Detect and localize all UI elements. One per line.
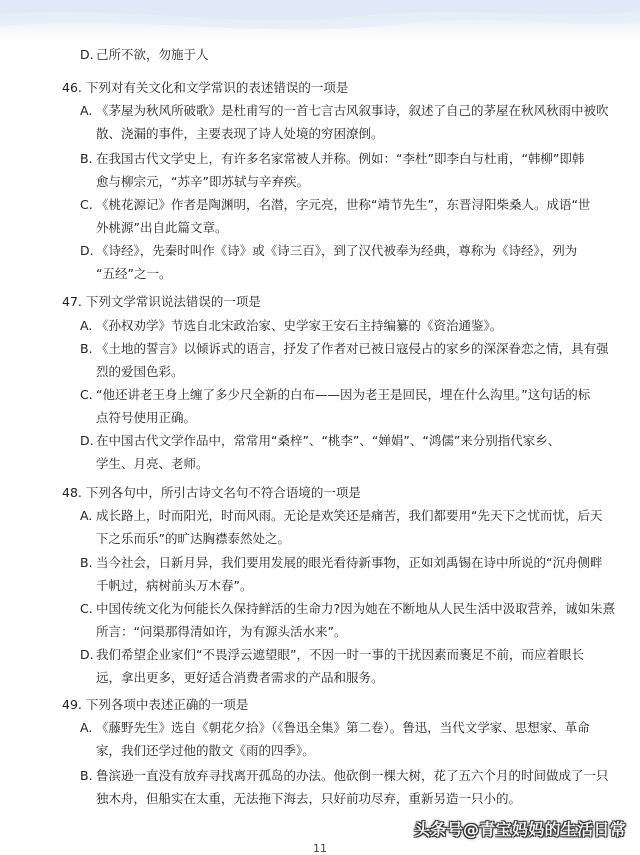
option-text-line: 《藤野先生》选自《朝花夕拾》（《鲁迅全集》第二卷）。鲁迅，当代文学家、思想家、革命 — [96, 720, 590, 735]
option-text-line: 当今社会，日新月异，我们要用发展的眼光看待新事物，正如刘禹锡在诗中所说的“沉舟侧畔 — [96, 555, 603, 570]
option-letter: B. — [80, 341, 93, 356]
option-text-line: 烈的爱国色彩。 — [96, 364, 184, 379]
prev-option-d-text: 己所不欲，勿施于人 — [96, 47, 209, 62]
option-letter: B. — [80, 768, 93, 783]
option-text-line: 下之乐而乐”的旷达胸襟泰然处之。 — [96, 531, 290, 546]
option-letter: C. — [80, 387, 93, 402]
option-text-line: 中国传统文化为何能长久保持鲜活的生命力?因为她在不断地从人民生活中汲取营养，诚如朱熹 — [96, 601, 616, 616]
option-letter: A. — [80, 508, 93, 523]
option-text-line: “他还讲老王身上缠了多少尺全新的白布——因为老王是回民，埋在什么沟里。”这句话的标 — [96, 387, 591, 402]
prev-option-d-letter: D. — [80, 47, 94, 62]
option-text-line: 鲁滨逊一直没有放弃寻找离开孤岛的办法。他砍倒一棵大树，花了五六个月的时间做成了一只 — [96, 768, 609, 783]
option-letter: A. — [80, 720, 93, 735]
option-text-line: “五经”之一。 — [96, 266, 172, 281]
option-text-line: 家，我们还学过他的散文《雨的四季》。 — [96, 743, 315, 758]
watermark-caption: 头条号@青宝妈妈的生活日常 — [414, 820, 626, 839]
option-text-line: 《桃花源记》作者是陶渊明，名潜，字元亮，世称“靖节先生”，东晋浔阳柴桑人。成语“世 — [96, 197, 591, 212]
option-text-line: 在我国古代文学史上，有许多名家常被人并称。例如：“李杜”即李白与杜甫，“韩柳”即韩 — [96, 151, 585, 166]
option-text-line: 我们希望企业家们“不畏浮云遮望眼”，不因一时一事的干扰因素而裹足不前，而应着眼长 — [96, 647, 584, 662]
option-text-line: 《孙权劝学》节选自北宋政治家、史学家王安石主持编纂的《资治通鉴》。 — [96, 318, 503, 333]
option-letter: C. — [80, 601, 93, 616]
question-stem: 47. 下列文学常识说法错误的一项是 — [62, 294, 261, 309]
option-letter: D. — [80, 433, 94, 448]
option-letter: C. — [80, 197, 93, 212]
question-stem: 48. 下列各句中，所引古诗文名句不符合语境的一项是 — [62, 485, 361, 500]
option-text-line: 千帆过，病树前头万木春”。 — [96, 578, 253, 593]
option-text-line: 《茅屋为秋风所破歌》是杜甫写的一首七言古风叙事诗，叙述了自己的茅屋在秋风秋雨中被吹 — [96, 103, 609, 118]
option-letter: A. — [80, 318, 93, 333]
option-text-line: 成长路上，时而阳光，时而风雨。无论是欢笑还是痛苦，我们都要用“先天下之忧而忧，后天 — [96, 508, 603, 523]
option-text-line: 散、浇漏的事件，主要表现了诗人处境的穷困潦倒。 — [96, 126, 384, 141]
option-text-line: 点符号使用正确。 — [96, 410, 197, 425]
option-letter: D. — [80, 647, 94, 662]
option-text-line: 愈与柳宗元，“苏辛”即苏轼与辛弃疾。 — [96, 174, 309, 189]
question-stem: 49. 下列各项中表述正确的一项是 — [62, 697, 249, 712]
option-text-line: 《土地的誓言》以倾诉式的语言，抒发了作者对已被日寇侵占的家乡的深深眷恋之情，具有强 — [96, 341, 609, 356]
option-letter: B. — [80, 151, 93, 166]
option-text-line: 学生、月亮、老师。 — [96, 456, 209, 471]
page-number: 11 — [313, 842, 327, 855]
question-stem: 46. 下列对有关文化和文学常识的表述错误的一项是 — [62, 80, 349, 95]
option-letter: B. — [80, 555, 93, 570]
option-letter: D. — [80, 243, 94, 258]
option-text-line: 外桃源”出自此篇文章。 — [96, 220, 228, 235]
option-text-line: 《诗经》，先秦时叫作《诗》或《诗三百》，到了汉代被奉为经典，尊称为《诗经》，列为 — [96, 243, 578, 258]
option-text-line: 所言：“问渠那得清如许，为有源头活水来”。 — [96, 624, 347, 639]
option-letter: A. — [80, 103, 93, 118]
option-text-line: 独木舟，但船实在太重，无法拖下海去，只好前功尽弃，重新另造一只小的。 — [96, 791, 522, 806]
option-text-line: 在中国古代文学作品中，常常用“桑梓”、“桃李”、“婵娟”、“鸿儒”来分别指代家乡、 — [96, 433, 561, 448]
option-text-line: 远，拿出更多，更好适合消费者需求的产品和服务。 — [96, 670, 384, 685]
